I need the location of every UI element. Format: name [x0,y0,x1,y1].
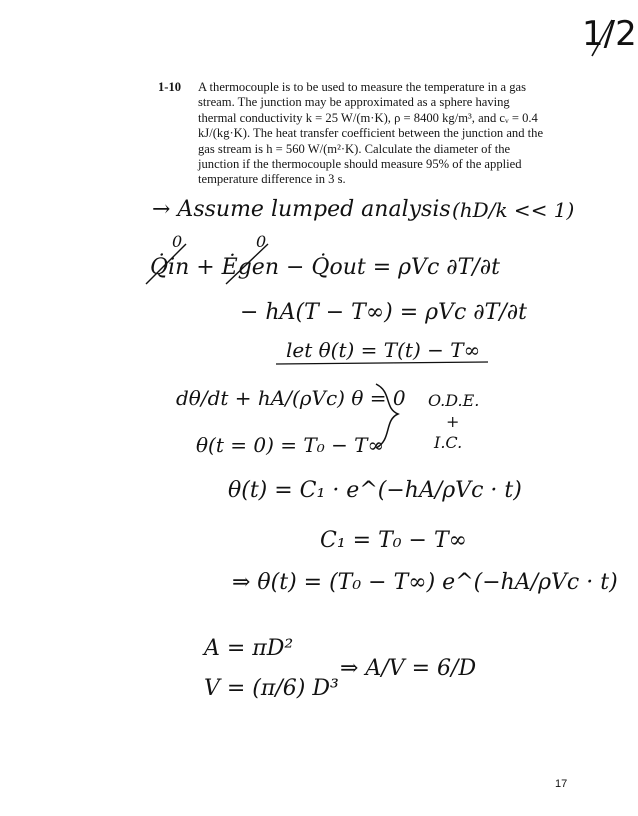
corner-page-fraction: 1/2 [582,14,637,54]
problem-line: temperature difference in 3 s. [198,172,346,187]
final-solution: ⇒ θ(t) = (T₀ − T∞) e^(−hA/ρVc · t) [232,570,618,595]
zero-mark-qin: 0 [172,232,183,251]
ode-label: O.D.E. [428,391,480,410]
problem-number: 1-10 [158,80,182,94]
assumption-condition: (hD/k << 1) [452,198,575,222]
problem-line: junction if the thermocouple should measure 95% of the applied [198,157,522,172]
problem-line: gas stream is h = 560 W/(m²·K). Calculate the diameter of the [198,141,511,156]
assumption-line: → Assume lumped analysis [152,197,451,222]
general-solution: θ(t) = C₁ · e^(−hA/ρVc · t) [228,478,522,503]
ic-label: I.C. [434,433,463,452]
page-number: 17 [555,778,568,790]
ode-equation: dθ/dt + hA/(ρVc) θ = 0 [176,386,406,410]
initial-condition: θ(t = 0) = T₀ − T∞ [196,433,385,457]
energy-balance-equation: Q̇in + Ėgen − Q̇out = ρVc ∂T/∂t [150,255,500,280]
problem-text [198,80,573,188]
zero-mark-egen: 0 [256,232,267,251]
problem-line: kJ/(kg·K). The heat transfer coefficient between the junction and the [198,126,544,141]
volume-formula: V = (π/6) D³ [204,676,339,701]
area-formula: A = πD² [204,636,294,661]
problem-line: thermal conductivity k = 25 W/(m·K), ρ = 8400 kg/m³, and cᵥ = 0.4 [198,110,538,125]
plus-sign: + [446,412,460,431]
constant-equation: C₁ = T₀ − T∞ [320,528,467,553]
convection-equation: − hA(T − T∞) = ρVc ∂T/∂t [240,300,527,325]
problem-line: stream. The junction may be approximated as a sphere having [198,95,510,110]
substitution-underline [276,362,488,364]
area-volume-ratio: ⇒ A/V = 6/D [340,656,477,681]
substitution-line: let θ(t) = T(t) − T∞ [286,338,481,362]
problem-line: A thermocouple is to be used to measure the temperature in a gas [198,80,527,94]
